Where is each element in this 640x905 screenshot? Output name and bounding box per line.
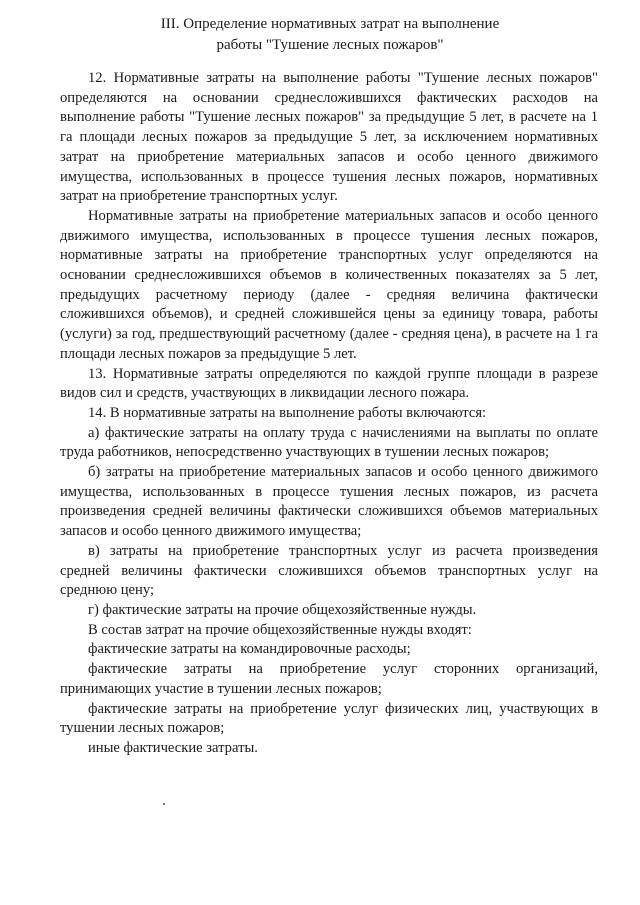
list-item-b: б) затраты на приобретение материальных запасов и особо ценного движимого имущества, использованных в процессе тушения лесных пожаров, из расчета произведения средней величины фактически сложившихся объемов материальных запасов и особо ценного движимого имущества; — [60, 464, 598, 540]
list-item-individuals: фактические затраты на приобретение услуг физических лиц, участвующих в тушении лесных пожаров; — [60, 700, 598, 737]
list-item-a: а) фактические затраты на оплату труда с начислениями на выплаты по оплате труда работников, непосредственно участвующих в тушении лесных пожаров; — [60, 424, 598, 461]
paragraph-general-needs: В состав затрат на прочие общехозяйственные нужды входят: — [88, 621, 472, 638]
paragraph-13: 13. Нормативные затраты определяются по каждой группе площади в разрезе видов сил и средств, участвующих в ликвидации лесного пожара. — [60, 365, 598, 402]
section-heading — [60, 14, 600, 56]
list-item-v: в) затраты на приобретение транспортных услуг из расчета произведения средней величины фактически сложившихся объемов транспортных услуг на среднюю цену; — [60, 542, 598, 599]
list-item-travel: фактические затраты на командировочные расходы; — [88, 641, 411, 658]
section-heading-line-1: III. Определение нормативных затрат на выполнение — [160, 16, 500, 32]
paragraph-14: 14. В нормативные затраты на выполнение работы включаются: — [88, 404, 487, 421]
document-body — [60, 69, 598, 759]
scan-speck — [163, 803, 165, 805]
paragraph-12: 12. Нормативные затраты на выполнение работы "Тушение лесных пожаров" определяются на основании среднесложившихся фактических расходов на выполнение работы "Тушение лесных пожаров" за предыдущие 5 лет, в расчете на 1 га площади лесных пожаров за предыдущие 5 лет, за исключением нормативных затрат на приобретение материальных запасов и особо ценного движимого имущества, использованных в процессе тушения лесных пожаров, нормативных затрат на приобретение транспортных услуг. — [60, 70, 598, 205]
list-item-g: г) фактические затраты на прочие общехозяйственные нужды. — [88, 601, 477, 618]
list-item-other: иные фактические затраты. — [88, 739, 258, 756]
section-heading-line-2: работы "Тушение лесных пожаров" — [216, 37, 444, 53]
paragraph-normative-costs: Нормативные затраты на приобретение материальных запасов и особо ценного движимого имущества, использованных в процессе тушения лесных пожаров, нормативные затраты на приобретение транспортных услуг определяются на основании среднесложившихся объемов в количественных показателях за 5 лет, предыдущих расчетному периоду (далее - средняя величина фактически сложившихся объемов), и средней сложившейся цены за единицу товара, работы (услуги) за год, предшествующий расчетному (далее - средняя цена), в расчете на 1 га площади лесных пожаров за предыдущие 5 лет. — [60, 207, 598, 362]
list-item-third-party: фактические затраты на приобретение услуг сторонних организаций, принимающих участие в тушении лесных пожаров; — [60, 661, 598, 697]
